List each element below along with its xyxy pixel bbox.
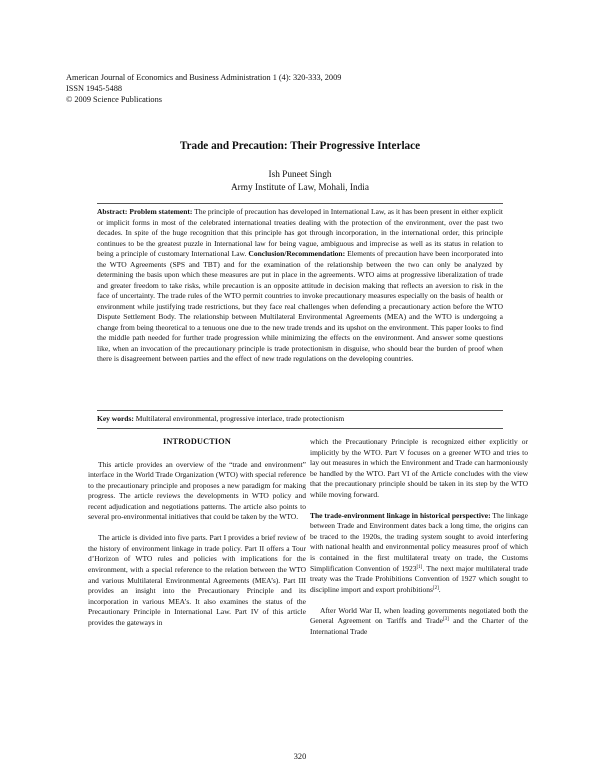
intro-paragraph-2: The article is divided into five parts. Part I provides a brief review of the history of environment linkage in trade policy. Part II offers a Tour d’Horizon of WTO rules and policies with implications for the environment, with a special reference to the relation between the WTO and various Multilateral Environmental Agreements (MEA’s). Part III provides an insight into the Precautionary Principle and its incorporation in various MEA’s. It also examines the status of the Precautionary Principle in International Law. Part IV of this article provides the gateways in xyxy=(88,533,306,627)
history-text-a: The linkage between Trade and Environment dates back a long time, the origins can be traced to the 1920s, the trading system sought to avoid interfering with national health and environmental policy measures proof of which is contained in the first multilateral treaty on trade, the Customs Simplification Convention of 1923 xyxy=(310,510,528,573)
author-name: Ish Puneet Singh xyxy=(268,170,332,180)
journal-issn: ISSN 1945-5488 xyxy=(66,84,123,94)
left-column xyxy=(88,437,306,639)
abstract-conclusion-label: Conclusion/Recommendation: xyxy=(248,249,346,258)
history-p2-text-b: and the Charter of the International Trade xyxy=(310,616,529,636)
abstract-problem-label: Problem statement: xyxy=(129,207,193,216)
history-text-b: . The next major multilateral trade treaty was the Trade Prohibitions Convention of 1927 which sought to discipline import and export prohibitions xyxy=(310,563,528,594)
intro-paragraph-3: which the Precautionary Principle is recognized either explicitly or implicitly by the WTO. Part V focuses on a greener WTO and tries to lay out measures in which the Environment and Trade can harmoniously be handled by the WTO. Part VI of the Article concludes with the view that the precautionary principle should be taken in its step by the WTO while moving forward. xyxy=(310,437,528,499)
paper-title: Trade and Precaution: Their Progressive Interlace xyxy=(179,140,421,152)
page-number: 320 xyxy=(293,752,307,761)
keywords-label: Key words: xyxy=(97,414,134,423)
history-paragraph-1 xyxy=(310,511,528,595)
keywords xyxy=(97,414,503,425)
abstract xyxy=(97,207,503,365)
right-column xyxy=(310,437,528,648)
author-affiliation: Army Institute of Law, Mohali, India xyxy=(230,183,370,193)
abstract-bottom-rule xyxy=(97,410,503,411)
abstract-conclusion-text: Elements of precaution have been incorporated into the WTO Agreements (SPS and TBT) and for the examination of the relationship between the two can only be analyzed by determining the basis upon which these measures are put in place in the agreements. WTO aims at progressive liberalization of trade and greater freedom to take risks, while precaution is an opposite attitude in decision making that reflects an aversion to risk in the face of uncertainty. The trade rules of the WTO permit countries to invoke precautionary measures especially on the basis of health or environment while justifying trade restrictions, but they face real challenges when defending a precautionary action before the WTO Dispute Settlement Body. The relationship between Multilateral Environmental Agreements (MEA) and the WTO is undergoing a change from being theoretical to a tenuous one due to the new trade trends and its upshot on the environment. This paper looks to find the middle path needed for further trade progression while minimizing the effects on the environment. And answer some questions like, when an invocation of the precautionary principle is trade protectionism in disguise, who should bear the burden of proof when there is disagreement between parties and the effect of new trade regulations on the developing countries. xyxy=(97,249,503,363)
journal-citation: American Journal of Economics and Business Administration 1 (4): 320-333, 2009 xyxy=(66,73,342,82)
keywords-text: Multilateral environmental, progressive interlace, trade protectionism xyxy=(133,414,345,423)
keywords-bottom-rule xyxy=(97,428,503,429)
journal-copyright: © 2009 Science Publications xyxy=(66,95,162,105)
intro-paragraph-1: This article provides an overview of the “trade and environment” interface in the World Trade Organization (WTO) with special reference to the precautionary principle and proposes a new paradigm for making progress. The article reviews the developments in WTO policy and recent adjudication and negotiations patterns. The article also points to several pro-environmental initiatives that could be taken by the WTO. xyxy=(88,459,306,522)
introduction-heading: INTRODUCTION xyxy=(163,437,231,446)
citation-ref-3: [3] xyxy=(442,617,449,623)
author-block xyxy=(0,169,600,195)
history-p2-text-a: After World War II, when leading governments negotiated both the General Agreement on Tariffs and Trade xyxy=(310,605,528,626)
history-text-c: . xyxy=(438,584,441,594)
abstract-label: Abstract: xyxy=(97,207,128,216)
history-paragraph-2 xyxy=(310,606,528,638)
abstract-top-rule xyxy=(97,203,503,204)
citation-ref-2: [2] xyxy=(432,585,439,591)
journal-header xyxy=(66,72,341,106)
citation-ref-1: [1] xyxy=(416,564,423,570)
abstract-problem-text: The principle of precaution has developed in International Law, as it has been present in either explicit or implicit forms in most of the celebrated international treaties dealing with the protection of the environment, over the past two decades. In spite of the huge recognition that this principle has got through incorporation, in the international order, this principle continues to be the greatest puzzle in International law for being vague, ambiguous and imprecise as well as its status in relation to being a principle of customary International Law. xyxy=(97,207,504,258)
history-heading: The trade-environment linkage in historical perspective: xyxy=(310,510,491,520)
